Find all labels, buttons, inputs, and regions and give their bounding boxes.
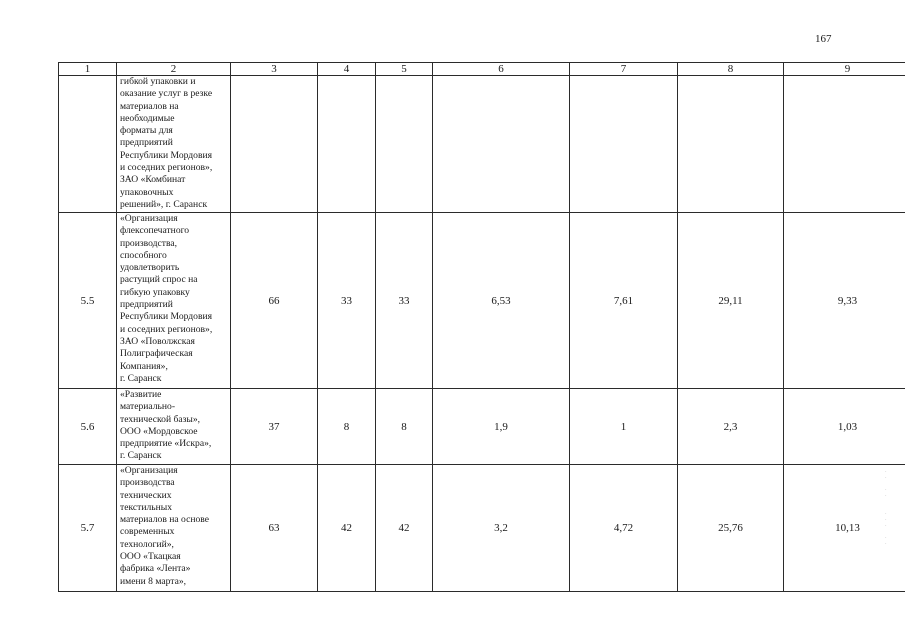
value-col-7: 7,61	[570, 213, 678, 389]
value-col-6: 3,2	[433, 465, 570, 592]
column-header: 4	[318, 63, 376, 76]
column-header: 2	[117, 63, 231, 76]
column-header: 8	[678, 63, 784, 76]
value-col-5: 42	[376, 465, 433, 592]
value-col-9: 1,03	[784, 389, 905, 465]
value-col-8: 2,3	[678, 389, 784, 465]
column-header: 7	[570, 63, 678, 76]
project-name: «Развитие материально- технической базы», ООО «Мордовское предприятие «Искра», г. Саранск	[117, 389, 231, 465]
value-col-9: 9,33	[784, 213, 905, 389]
row-number: 5.6	[59, 389, 117, 465]
column-header: 5	[376, 63, 433, 76]
project-name: «Организация производства технических текстильных материалов на основе современных технологий», ООО «Ткацкая фабрика «Лента» имени 8 марта»,	[117, 465, 231, 592]
column-number-row	[59, 63, 905, 76]
table-row	[59, 389, 905, 465]
data-table	[58, 62, 905, 592]
table-row	[59, 76, 905, 213]
value-col-7: 1	[570, 389, 678, 465]
table-row	[59, 465, 905, 592]
project-name: гибкой упаковки и оказание услуг в резке материалов на необходимые форматы для предприятий Республики Мордовия и соседних регионов», ЗАО «Комбинат упаковочных решений», г. Саранск	[117, 76, 231, 213]
column-header: 1	[59, 63, 117, 76]
value-col-5	[376, 76, 433, 213]
table-row	[59, 213, 905, 389]
project-name: «Организация флексопечатного производства, способного удовлетворить растущий спрос на гибкую упаковку предприятий Республики Мордовия и соседних регионов», ЗАО «Поволжская Полиграфическая Компания», г. Саранск	[117, 213, 231, 389]
value-col-4	[318, 76, 376, 213]
column-header: 6	[433, 63, 570, 76]
row-number: 5.7	[59, 465, 117, 592]
value-col-6	[433, 76, 570, 213]
value-col-6: 6,53	[433, 213, 570, 389]
value-col-3	[231, 76, 318, 213]
value-col-3: 37	[231, 389, 318, 465]
value-col-3: 63	[231, 465, 318, 592]
value-col-3: 66	[231, 213, 318, 389]
value-col-9: 10,13	[784, 465, 905, 592]
value-col-8: 25,76	[678, 465, 784, 592]
page-number: 167	[815, 33, 832, 45]
value-col-5: 8	[376, 389, 433, 465]
value-col-4: 33	[318, 213, 376, 389]
value-col-6: 1,9	[433, 389, 570, 465]
value-col-4: 42	[318, 465, 376, 592]
scan-margin-marks: · · · · · · · · ·	[885, 470, 887, 547]
value-col-8	[678, 76, 784, 213]
row-number	[59, 76, 117, 213]
column-header: 3	[231, 63, 318, 76]
value-col-8: 29,11	[678, 213, 784, 389]
value-col-9	[784, 76, 905, 213]
row-number: 5.5	[59, 213, 117, 389]
value-col-7	[570, 76, 678, 213]
value-col-7: 4,72	[570, 465, 678, 592]
value-col-4: 8	[318, 389, 376, 465]
value-col-5: 33	[376, 213, 433, 389]
column-header: 9	[784, 63, 905, 76]
